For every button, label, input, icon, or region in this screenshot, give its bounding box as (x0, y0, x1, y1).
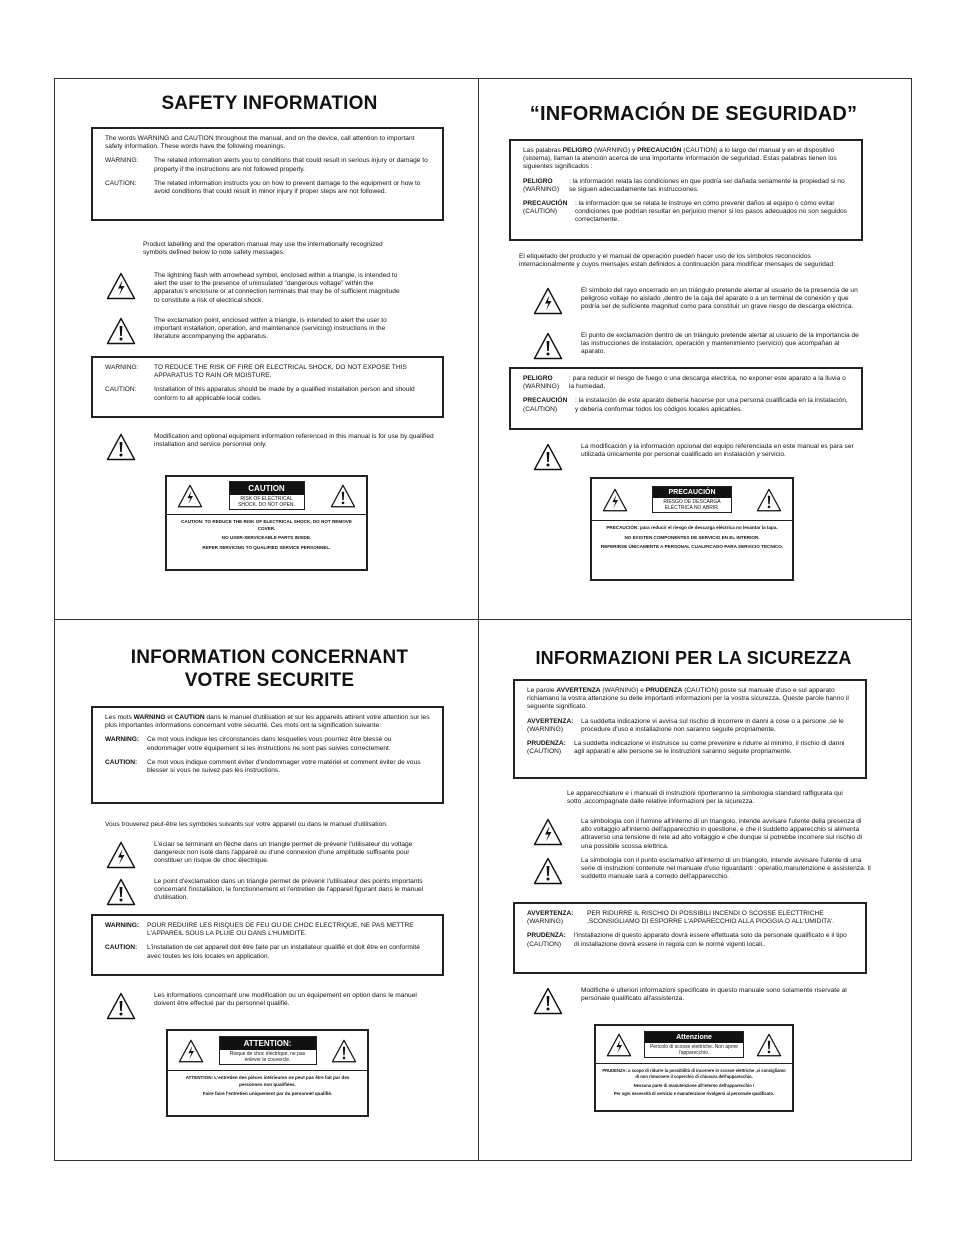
lightning-warning-icon (177, 484, 203, 508)
caution-label: ATTENTION: Risque de choc électrique, ne pas enlever le couvercle. ATTENTION: L'entretien des pièces intérieures ne peut pas être fait par des personnes non qualifiées. Faire faire l'entretien uniquement par du personnel qualifié. (166, 1029, 369, 1117)
intro-text: Les mots WARNING et CAUTION dans le manuel d'utilisation et sur les appareils attirent votre attention sur les plus importantes informations concernant votre sécurité. Ces mots ont la signification suivante: (105, 714, 430, 730)
labelling-text: Vous trouverez peut-être les symboles suivants sur votre appareil ou dans le manuel d'utilisation. (105, 821, 388, 828)
exclamation-warning-icon (533, 332, 563, 360)
exclamation-warning-icon (756, 488, 782, 512)
lightning-warning-icon (533, 287, 563, 315)
lightning-symbol-row: The lightning flash with arrowhead symbol, enclosed within a triangle, is intended to alert the user to the presence of uninsulated "dangerous voltage" within the apparatus's enclosure or at connection terminals that may be of sufficient magnitude to constitute a risk of electrical shock. (106, 272, 406, 305)
warning-box: AVVERTENZA: (WARNING) PER RIDURRE IL RISCHIO DI POSSIBILI INCENDI O SCOSSE ELECTTRICHE ,SCONSIGLIAMO DI ESPORRE L'APPARECCHIO ALLA PIOGGIA O ALL'UMIDITA'. PRUDENZA: (CAUTION) l'installazione di questo apparato dovrà essere effettuata solo da personale qualificato e il tipo di installazione dovrà essere in regola con le norme vigenti locali.. (513, 902, 867, 974)
definitions-box (91, 706, 444, 804)
labelling-text: El etiquetado del producto y el manual de operación pueden hacer uso de los símbolos reconocidos internacionalmente y cuyos mensajes estan definidos a continuación para modificar mensajes de seguridad: (519, 253, 835, 269)
exclamation-warning-icon (756, 1033, 782, 1057)
exclamation-warning-icon (330, 484, 356, 508)
section-title: INFORMAZIONI PER LA SICUREZZA (535, 648, 852, 668)
labelling-text: Le apparecchiature e i manuali di instruzioni riporteranno la simbologia standard raffigurata qui sotto ,accompagnate dalle relative informazioni per la sicurezza. (567, 790, 843, 806)
exclamation-symbol-row: The exclamation point, enclosed within a triangle, is intended to alert the user to important installation, operation, and maintenance (servicing) instructions in the literature accompanying the apparatus. (106, 317, 406, 345)
section-spanish (479, 79, 908, 619)
exclamation-symbol-row: La simbologia con il punto esclamativo all'interno di un triangolo, intende avvisare l'utente di una serie di instruzioni contenute nel manuale d'uso riguardanti : operatio,manutenzione e assistenza. Il suddetto manuale sarà a corredo dell'apparecchio. (533, 857, 871, 885)
lightning-symbol-row: El símbolo del rayo encerrado en un triángulo pretende alertar al usuario de la presencia de un peligroso voltaje no aislado ,dentro de la caja del aparato o a un terminal de conexión y que podría ser de suficiente magnitud como para constituir un grave riesgo de descarga eléctrica. (533, 287, 865, 315)
lightning-warning-icon (106, 841, 136, 869)
exclamation-symbol-row: Le point d'exclamation dans un triangle permet de prévenir l'utilisateur des points importants concernant l'installation, le fonctionnement et l'entretien de l'appareil figurant dans le manuel d'utilisation. (106, 878, 436, 906)
lightning-warning-icon (606, 1033, 632, 1057)
section-title: INFORMATION CONCERNANT VOTRE SECURITE (130, 647, 409, 691)
exclamation-warning-icon (533, 987, 563, 1015)
section-french (55, 620, 484, 1160)
caution-label: CAUTION RISK OF ELECTRICAL SHOCK. DO NOT OPEN. CAUTION: TO REDUCE THE RISK OF ELECTRICAL SHOCK, DO NOT REMOVE COVER. NO USER-SERVICEABLE PARTS INSIDE. REFER SERVICING TO QUALIFIED SERVICE PERSONNEL. (165, 475, 368, 571)
modification-row: Les informations concernant une modification ou un équipement en option dans le manuel doivent être effectué par du personnel qualifié. (106, 992, 436, 1020)
labelling-text: Product labelling and the operation manual may use the internationally recognized symbols defined below to note safety messages. (143, 241, 383, 257)
peligro-definition: PELIGRO (WARNING) : la información relata las condiciones en que podría ser dañada seriamente la propiedad si no se siguen adecuadamente las instrucciones. (523, 177, 845, 193)
definitions-box (509, 139, 863, 241)
intro-text: Las palabras PELIGRO (WARNING) y PRECAUCIÓN (CAUTION) a lo largo del manual y en el dispositivo (sistema), llaman la atención acerca de una importante información de seguridad. Estas palabras tienen los siguientes significados : (523, 147, 837, 171)
caution-label: Attenzione Pericolo di scosse elettriche. Non aprire l'apparecchio. PRUDENZA: a scopo di ridurre la possibilità di incorrere in scosse elettriche ,vi consigliamo di non rimuovere il coperchio di chiusura dell'apparecchio. Nessuna parte di manutenzione all'interno dell'apparecchio ! Per ogni necessità di servizio e manutenzione rivolgersi al personale qualificato. (594, 1024, 794, 1112)
exclamation-warning-icon (533, 443, 563, 471)
section-english (55, 79, 484, 619)
section-title: “INFORMACIÓN DE SEGURIDAD” (529, 103, 858, 125)
warning-box: WARNING: TO REDUCE THE RISK OF FIRE OR ELECTRICAL SHOCK, DO NOT EXPOSE THIS APPARATUS TO RAIN OR MOISTURE. CAUTION: Installation of this apparatus should be made by a qualified installation person and should conform to all applicable local codes. (91, 356, 444, 418)
exclamation-warning-icon (106, 433, 136, 461)
intro-text: The words WARNING and CAUTION throughout the manual, and on the device, call attention to important safety information. These words have the following meanings. (105, 135, 415, 151)
precaucion-definition: PRECAUCIÓN (CAUTION) : la información que se relata te instruye en cómo prevenir daños al equipo o cómo evitar condiciones que podrían resultar en perjuicio menor si los pasos adecuados no son seguidos correctamente. (523, 200, 847, 224)
lightning-symbol-row: L'éclair se terminant en flèche dans un triangle permet de prévenir l'utilisateur du voltage dangereux non isolé dans l'appareil ou d'une connexion d'une amplitude suffisante pour constituer un risque de choc électrique. (106, 841, 436, 869)
lightning-warning-icon (106, 272, 136, 300)
modification-row: La modificación y la información opcional del equipo referenciada en este manual es para ser utilizada únicamente por personal cualificado en instalación y servicio. (533, 443, 869, 471)
exclamation-warning-icon (106, 992, 136, 1020)
exclamation-warning-icon (331, 1039, 357, 1063)
section-italian (479, 620, 908, 1160)
exclamation-warning-icon (533, 857, 563, 885)
avvertenza-definition: AVVERTENZA: (WARNING) La suddetta indicazione vi avvisa sul rischio di incorrere in danni a cose o a persone ,se le procedure d'uso e installazione non saranno seguite propriamente. (527, 717, 844, 733)
lightning-symbol-row: La simbologia con il fulmine all'interno di un triangolo, intende avvisare l'utente della presenza di alto voltaggio all'interno dell'apparecchio in questione, e che il suddetto apparecchio si alimenta attraverso una tensione di rete ad alto voltaggio e che dunque si potrebbe incorrere sul rischio di una possibile scossa elettrica. (533, 818, 871, 851)
prudenza-definition: PRUDENZA: (CAUTION) La suddetta indicazione vi instruisce su come prevenire e ridurre al minimo, il rischio di danni agli apparati e alle persone se le instruzioni saranno seguite propriamente. (527, 740, 845, 756)
warning-definition: WARNING: The related information alerts you to conditions that could result in serious injury or damage to property if the instructions are not followed properly. (105, 157, 428, 173)
intro-text: Le parole AVVERTENZA (WARNING) e PRUDENZA (CAUTION) poste sul manuale d'uso e sul apparato richiamano la vostra attenzione su delle importanti informazioni per la vostra sicurezza. Queste parole hanno il seguente significato. (527, 687, 849, 711)
lightning-warning-icon (602, 488, 628, 512)
modification-row: Modification and optional equipment information referenced in this manual is for use by qualified installation and service personnel only. (106, 433, 446, 461)
warning-definition: WARNING: Ce mot vous indique les circonstances dans lesquelles vous pourriez être blessé ou endommager votre équipement si les instructions ne sont pas suivies correctement. (105, 736, 392, 752)
exclamation-warning-icon (106, 878, 136, 906)
section-title: SAFETY INFORMATION (161, 93, 378, 114)
safety-sheet (54, 78, 912, 1161)
warning-box: WARNING: POUR REDUIRE LES RISQUES DE FEU OU DE CHOC ELECTRIQUE, NE PAS METTRE L'APPAREIL SOUS LA PLUIE OU DANS L'HUMIDITE. CAUTION: L'installation de cet appareil doit être faite par un installateur qualifié et doit être en conformité avec toutes les lois locales en application. (91, 914, 444, 976)
exclamation-warning-icon (106, 317, 136, 345)
definitions-box (91, 127, 444, 221)
caution-definition: CAUTION: The related information instructs you on how to prevent damage to the equipment or how to avoid conditions that could result in minor injury if proper steps are not followed. (105, 179, 421, 196)
caution-definition: CAUTION: Ce mot vous indique comment éviter d'endommager votre matériel et comment éviter de vous blesser si vous ne suivez pas les instructions. (105, 758, 421, 775)
lightning-warning-icon (533, 818, 563, 846)
definitions-box (513, 679, 867, 779)
caution-label: PRECAUCIÓN RIESGO DE DESCARGA ELÉCTRICA NO ABRIR. PRECAUCIÓN: para reducir el riesgo de descarga eléctrica no levantar la tapa. NO EXISTEN COMPONENTES DE SERVICIO EN EL INTERIOR. REFERIRSE ÚNICAMENTE A PERSONAL CUALIFICADO PARA SERVICIO TECNICO. (590, 477, 794, 581)
lightning-warning-icon (178, 1039, 204, 1063)
warning-box: PELIGRO (WARNING) : para reducir el riesgo de fuego o una descarga electrica, no exponer este aparato a la lluvia o la humedad. PRECAUCIÓN (CAUTION) : la instalación de este aparato debería hacerse por una persona cualificada en la instalación, y debería conformar todos los códigos locales aplicables. (509, 367, 863, 430)
modification-row: Modifiche e ulteriori informazioni specificate in questo manuale sono solamente riservate al personale qualificato all'assistenza. (533, 987, 871, 1015)
exclamation-symbol-row: El punto de exclamación dentro de un triángulo pretende alertar al usuario de la importancia de las instrucciones de instalación, operación y mantenimiento (servicio) que acompañan al aparato. (533, 332, 865, 360)
